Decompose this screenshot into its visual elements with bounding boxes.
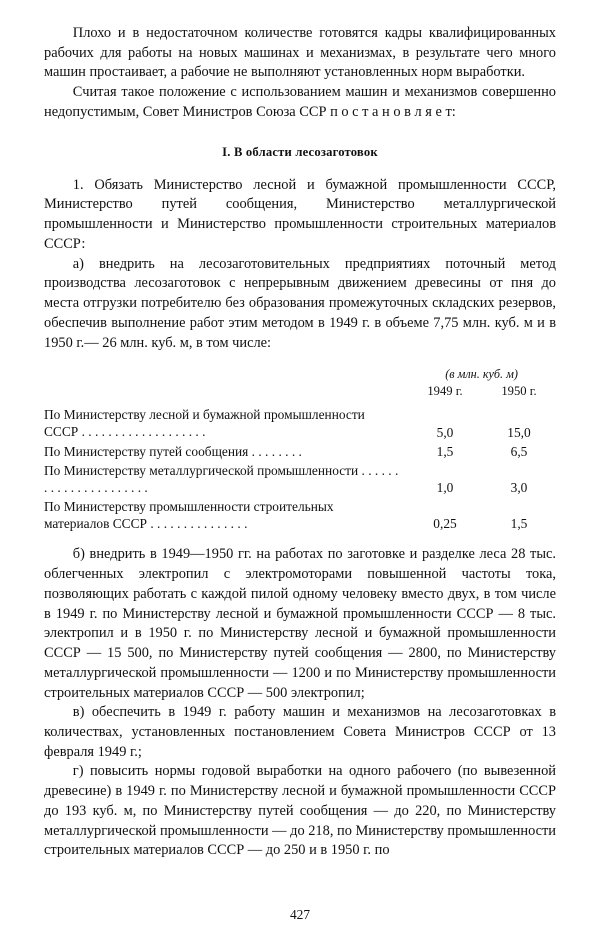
table-cell-1950: 15,0 [507,424,531,440]
section-heading: I. В области лесозаготовок [222,144,378,159]
table-header-1949: 1949 г. [427,384,463,399]
table-cell-1950: 3,0 [510,480,528,496]
table-row [44,461,556,497]
table-row-label: По Министерству лесной и бумажной промышленности СССР . . . . . . . . . . . . . . . . . . . [44,407,365,440]
paragraph: Плохо и в недостаточном количестве готовятся кадры квалифицированных рабочих для работы на новых машинах и механизмах, в результате чего много машин простаивает, а рабочие не выполняют установленных норм выработки. [44,25,556,81]
table-row-label: По Министерству металлургической промышленности . . . . . . . . . . . . . . . . . . . . . . [44,462,399,495]
table-cell-1950: 1,5 [510,516,528,532]
paragraph: 1. Обязать Министерство лесной и бумажной промышленности СССР, Министерство путей сообщения, Министерство металлургической промышленности и Министерство промышленности строительных материалов СССР: [44,176,556,252]
table-row [44,442,556,461]
table-row [44,405,556,441]
table-row [44,497,556,533]
table-row-label: По Министерству путей сообщения . . . . . . . . [44,443,302,459]
table-cell-1950: 6,5 [510,443,528,459]
table-header-row [44,384,556,405]
paragraph: б) внедрить в 1949—1950 гг. на работах по заготовке и разделке леса 28 тыс. облегченных электропил с электромоторами повышенной частоты тока, позволяющих работать с каждой пилой одному человеку вместо двух, в том числе в 1949 г. по Министерству лесной и бумажной промышленности СССР — 8 тыс. электропил и в 1950 г. по Министерству лесной и бумажной промышленности СССР — 15 500, по Министерству путей сообщения — 2800, по Министерству металлургической промышленности — 1200 и по Министерству промышленности строительных материалов СССР — 500 электропил; [44,546,556,701]
table-cell-1949: 1,0 [436,480,454,496]
page-number: 427 [289,907,311,922]
table-header-1950: 1950 г. [501,384,537,399]
table-cell-1949: 0,25 [433,516,457,532]
table-cell-1949: 5,0 [436,424,454,440]
table-cell-1949: 1,5 [436,443,454,459]
paragraph: г) повысить нормы годовой выработки на одного рабочего (по вывезенной древесине) в 1949 г. по Министерству лесной и бумажной промышленности СССР до 193 куб. м, по Министерству путей сообщения — до 220, по Министерству металлургической промышленности — до 218, по Министерству промышленности строительных материалов СССР — до 250 и в 1950 г. по [44,763,557,859]
table-header-blank [44,384,408,405]
paragraph: Считая такое положение с использованием машин и механизмов совершенно недопустимым, Совет Министров Союза ССР п о с т а н о в л я е т: [44,84,556,120]
table-row-label: По Министерству промышленности строительных материалов СССР . . . . . . . . . . . . . . . [44,499,334,532]
data-table-block [44,367,556,533]
data-table [44,384,556,533]
table-units-note: (в млн. куб. м) [445,367,518,382]
paragraph: в) обеспечить в 1949 г. работу машин и механизмов на лесозаготовках в количествах, установленных постановлением Совета Министров СССР от 13 февраля 1949 г.; [44,704,556,760]
paragraph: а) внедрить на лесозаготовительных предприятиях поточный метод производства лесозаготовок с непрерывным движением древесины от пня до места отгрузки потребителю без образования промежуточных складских резервов, обеспечив выполнение работ этим методом в 1949 г. в объеме 7,75 млн. куб. м и в 1950 г.— 26 млн. куб. м, в том числе: [44,255,556,351]
